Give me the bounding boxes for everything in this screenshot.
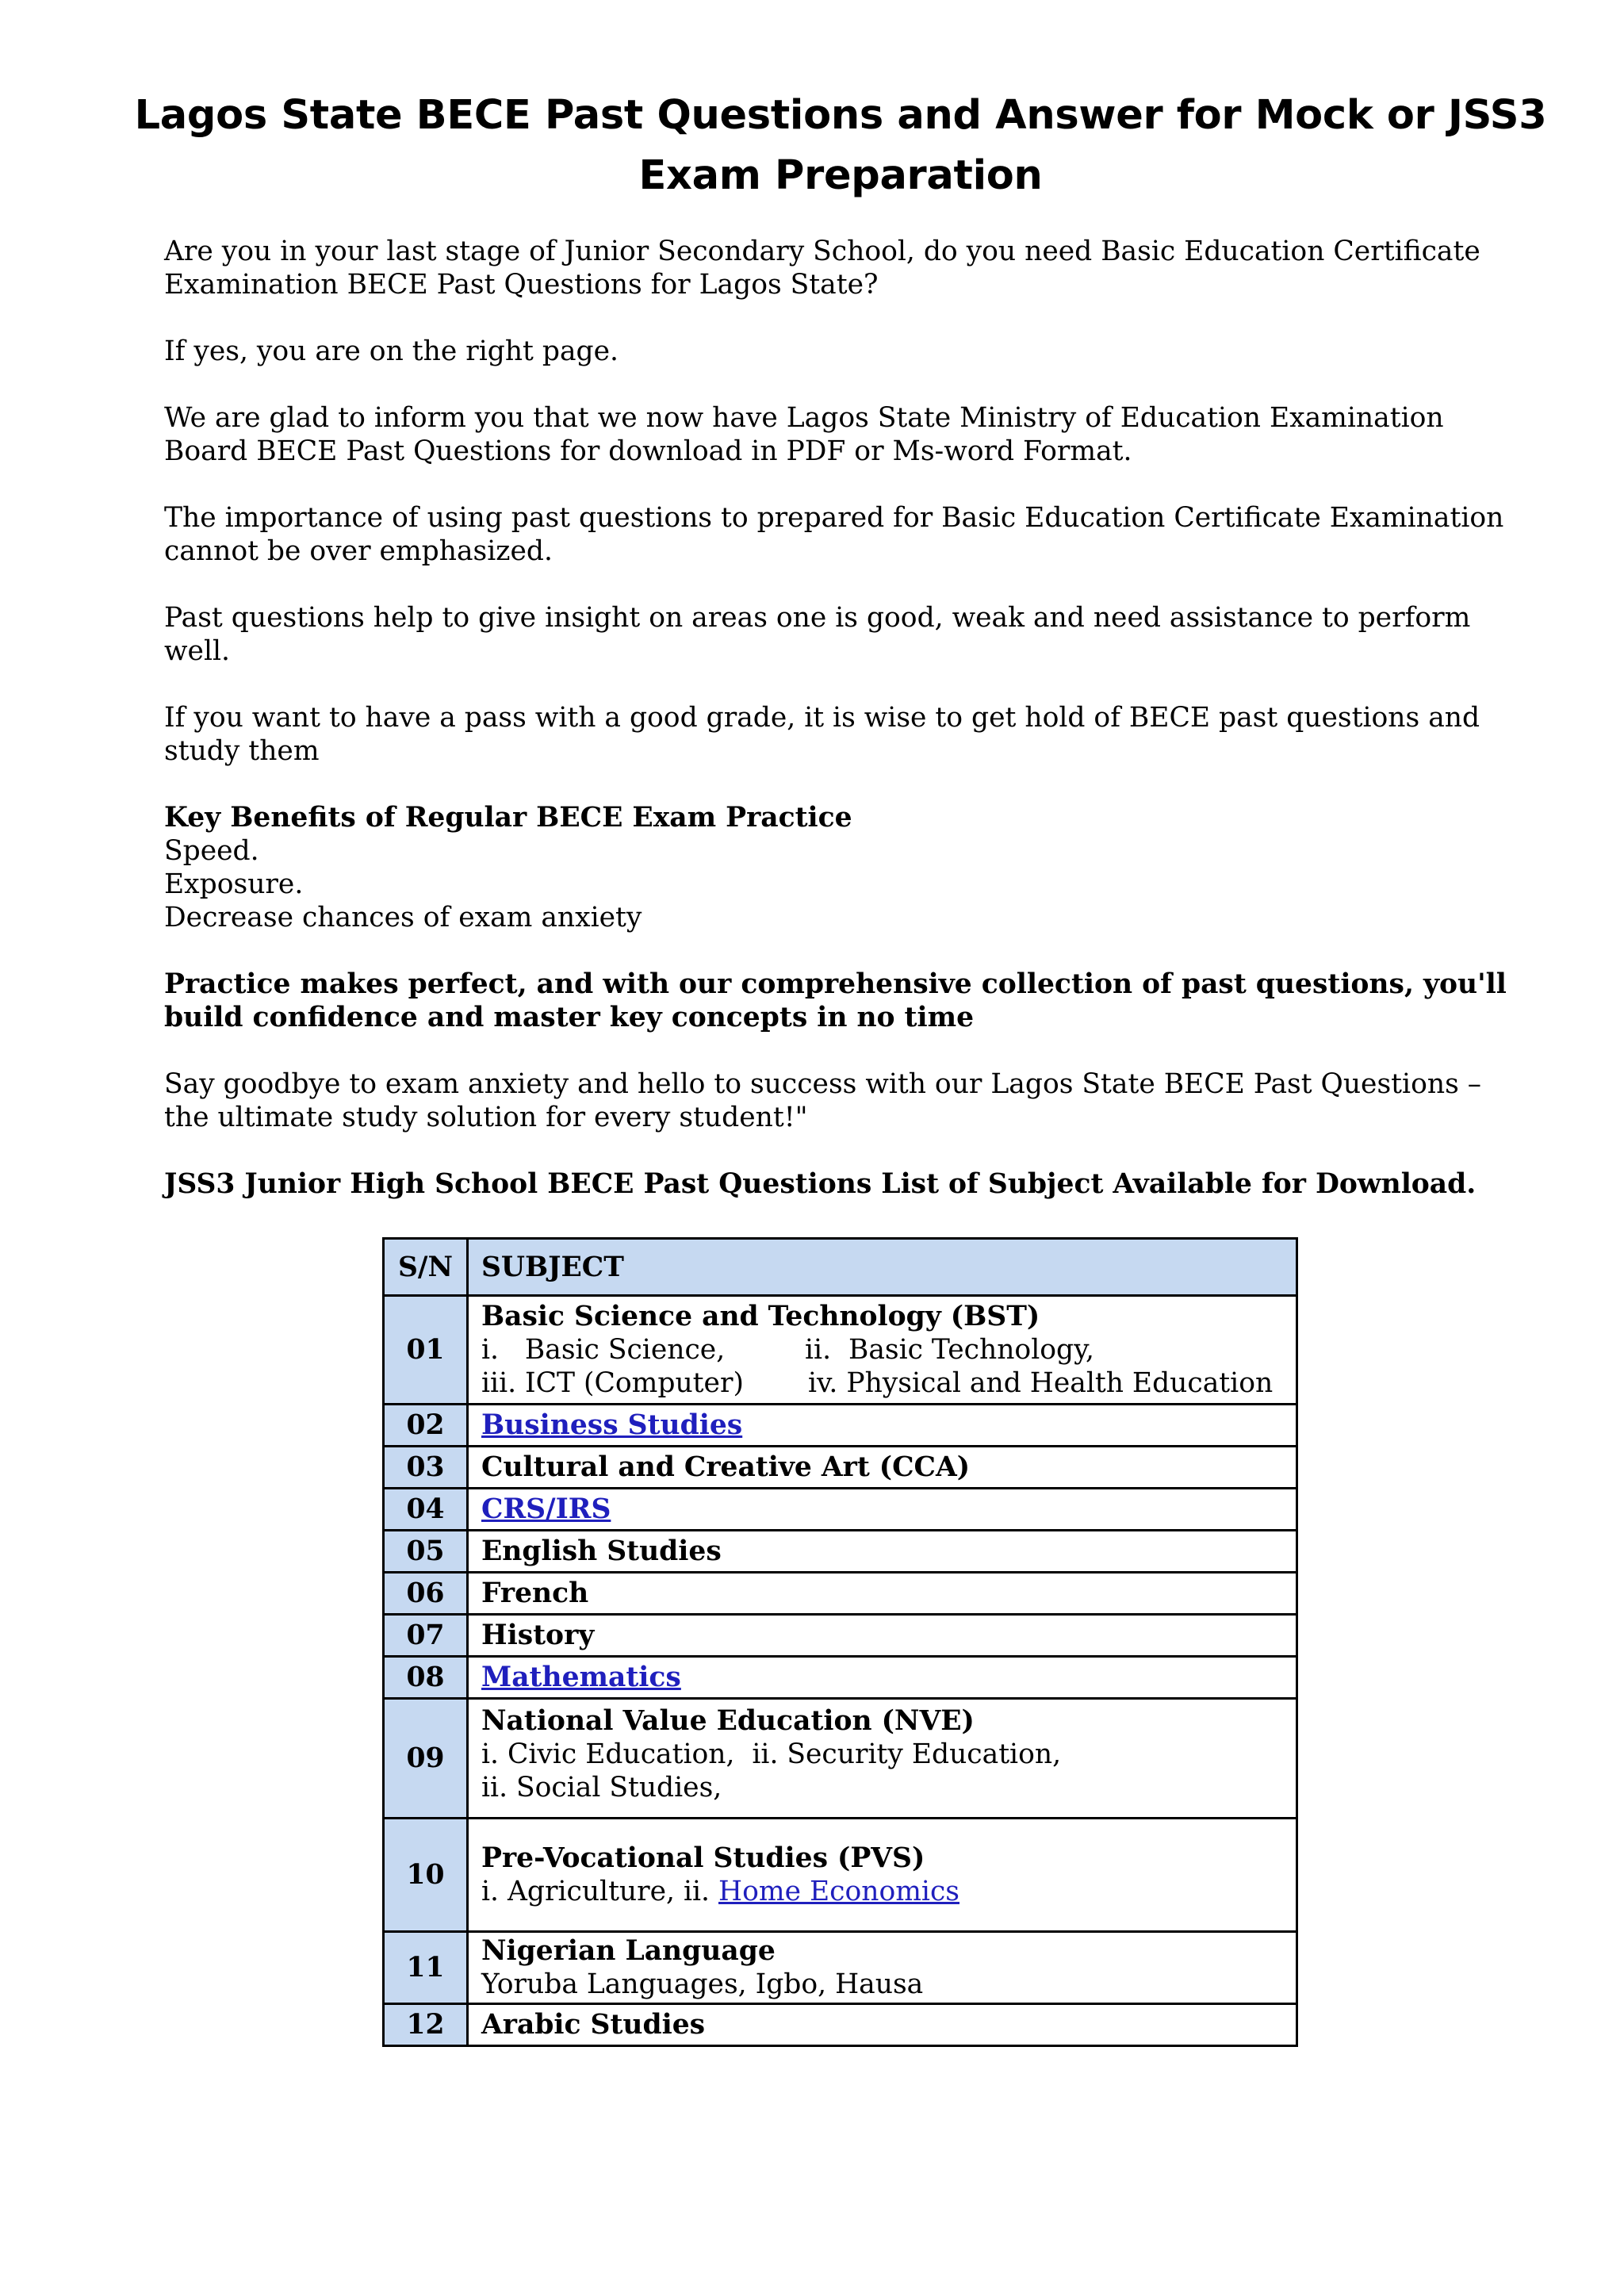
subject-list-heading: JSS3 Junior High School BECE Past Questions List of Subject Available for Download. (164, 1168, 1477, 1200)
table-row (384, 1447, 1297, 1489)
paragraph-insight: Past questions help to give insight on areas one is good, weak and need assistance to perform well. (164, 602, 1471, 667)
row-number: 09 (384, 1699, 468, 1819)
table-row (384, 1573, 1297, 1615)
row-subject-cell (468, 1531, 1297, 1573)
row-subject-cell (468, 1296, 1297, 1405)
row-number: 11 (384, 1932, 468, 2004)
table-row (384, 2004, 1297, 2046)
row-number: 04 (384, 1489, 468, 1531)
subject-component: iii. ICT (Computer) (481, 1367, 744, 1399)
benefit-item: Exposure. (164, 868, 304, 900)
subject-title: Arabic Studies (481, 2009, 706, 2041)
page-title: Lagos State BECE Past Questions and Answer for Mock or JSS3 Exam Preparation (134, 92, 1547, 199)
subject-component: iv. Physical and Health Education (808, 1367, 1274, 1399)
subject-components-line (481, 1875, 1283, 1908)
paragraph-right-page: If yes, you are on the right page. (164, 335, 619, 367)
table-row (384, 1819, 1297, 1932)
header-subject: SUBJECT (468, 1239, 1297, 1296)
benefits-heading: Key Benefits of Regular BECE Exam Practice (164, 802, 852, 834)
row-number: 02 (384, 1405, 468, 1447)
row-number: 05 (384, 1531, 468, 1573)
table-row (384, 1531, 1297, 1573)
subject-component: ii. Basic Technology, (805, 1334, 1094, 1366)
crs-irs-link[interactable]: CRS/IRS (481, 1493, 611, 1525)
subject-title: Basic Science and Technology (BST) (481, 1301, 1040, 1332)
row-subject-cell (468, 2004, 1297, 2046)
subjects-table (382, 1237, 1298, 2047)
benefit-item: Speed. (164, 835, 259, 867)
subject-components-line: ii. Social Studies, (481, 1772, 722, 1803)
table-row (384, 1699, 1297, 1819)
practice-statement: Practice makes perfect, and with our comprehensive collection of past questions, you'll build confidence and master key concepts in no time (164, 968, 1507, 1033)
row-subject-cell (468, 1699, 1297, 1819)
subject-components-line (481, 1333, 1283, 1366)
subject-title: Pre-Vocational Studies (PVS) (481, 1842, 925, 1874)
row-subject-cell (468, 1405, 1297, 1447)
subject-title: English Studies (481, 1535, 722, 1567)
row-number: 08 (384, 1657, 468, 1699)
intro-paragraph: Are you in your last stage of Junior Secondary School, do you need Basic Education Certificate Examination BECE Past Questions for Lagos State? (164, 236, 1480, 301)
subject-title: French (481, 1577, 589, 1609)
subject-title: Cultural and Creative Art (CCA) (481, 1451, 971, 1483)
benefit-item: Decrease chances of exam anxiety (164, 902, 642, 933)
row-subject-cell (468, 1932, 1297, 2004)
subject-title: National Value Education (NVE) (481, 1705, 975, 1737)
mathematics-link[interactable]: Mathematics (481, 1662, 681, 1693)
subject-title: Nigerian Language (481, 1935, 776, 1967)
row-number: 07 (384, 1615, 468, 1657)
table-row (384, 1296, 1297, 1405)
article-body (164, 235, 1512, 1234)
paragraph-good-grade: If you want to have a pass with a good grade, it is wise to get hold of BECE past questions and study them (164, 702, 1480, 767)
row-subject-cell (468, 1573, 1297, 1615)
table-row (384, 1657, 1297, 1699)
goodbye-paragraph: Say goodbye to exam anxiety and hello to success with our Lagos State BECE Past Questions – the ultimate study solution for every student!" (164, 1068, 1481, 1133)
paragraph-availability: We are glad to inform you that we now have Lagos State Ministry of Education Examination Board BECE Past Questions for download in PDF or Ms-word Format. (164, 402, 1444, 467)
row-number: 10 (384, 1819, 468, 1932)
table-row (384, 1405, 1297, 1447)
row-subject-cell (468, 1657, 1297, 1699)
subject-title: History (481, 1619, 595, 1651)
row-number: 03 (384, 1447, 468, 1489)
home-economics-link[interactable]: Home Economics (718, 1876, 959, 1907)
table-row (384, 1489, 1297, 1531)
table-row (384, 1932, 1297, 2004)
subject-components-line: Yoruba Languages, Igbo, Hausa (481, 1968, 924, 2000)
business-studies-link[interactable]: Business Studies (481, 1409, 743, 1441)
paragraph-importance: The importance of using past questions to prepared for Basic Education Certificate Examination cannot be over emphasized. (164, 502, 1504, 567)
subject-component: i. Basic Science, (481, 1334, 726, 1366)
table-row (384, 1615, 1297, 1657)
row-subject-cell (468, 1447, 1297, 1489)
benefits-section (164, 801, 1512, 934)
component-text: i. Agriculture, ii. (481, 1876, 718, 1907)
row-number: 01 (384, 1296, 468, 1405)
table-header-row (384, 1239, 1297, 1296)
row-subject-cell (468, 1615, 1297, 1657)
subject-components-line: i. Civic Education, ii. Security Education, (481, 1738, 1062, 1770)
subject-components-line (481, 1366, 1283, 1400)
row-number: 06 (384, 1573, 468, 1615)
row-number: 12 (384, 2004, 468, 2046)
row-subject-cell (468, 1819, 1297, 1932)
header-sn: S/N (384, 1239, 468, 1296)
row-subject-cell (468, 1489, 1297, 1531)
